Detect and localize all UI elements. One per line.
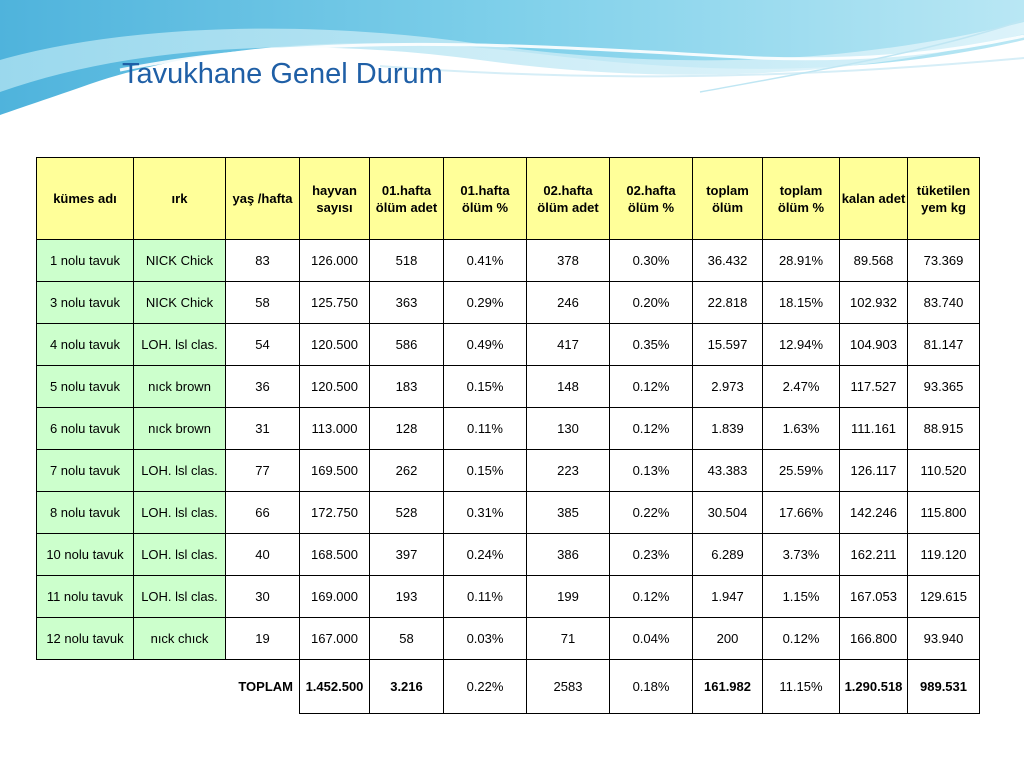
table-cell: 88.915 <box>908 408 980 450</box>
table-row <box>37 240 980 282</box>
table-cell: 110.520 <box>908 450 980 492</box>
coop-name-cell: 8 nolu tavuk <box>37 492 134 534</box>
table-cell: 0.23% <box>610 534 693 576</box>
table-cell: 0.31% <box>444 492 527 534</box>
table-cell: 3.73% <box>763 534 840 576</box>
table-cell: 30.504 <box>693 492 763 534</box>
table-cell: 223 <box>527 450 610 492</box>
table-cell: 15.597 <box>693 324 763 366</box>
breed-cell: nıck brown <box>134 366 226 408</box>
table-cell: 126.000 <box>300 240 370 282</box>
table-cell: 193 <box>370 576 444 618</box>
coop-name-cell: 11 nolu tavuk <box>37 576 134 618</box>
breed-cell: NICK Chick <box>134 240 226 282</box>
total-cell: 989.531 <box>908 660 980 714</box>
table-cell: 111.161 <box>840 408 908 450</box>
total-label: TOPLAM <box>37 660 300 714</box>
table-cell: 43.383 <box>693 450 763 492</box>
table-cell: 25.59% <box>763 450 840 492</box>
table-cell: 19 <box>226 618 300 660</box>
total-cell: 0.18% <box>610 660 693 714</box>
column-header: yaş /hafta <box>226 158 300 240</box>
table-cell: 0.15% <box>444 366 527 408</box>
table-cell: 0.11% <box>444 576 527 618</box>
table-cell: 120.500 <box>300 324 370 366</box>
table-cell: 0.24% <box>444 534 527 576</box>
table-cell: 200 <box>693 618 763 660</box>
table-cell: 125.750 <box>300 282 370 324</box>
table-cell: 167.053 <box>840 576 908 618</box>
column-header: kalan adet <box>840 158 908 240</box>
table-cell: 31 <box>226 408 300 450</box>
coop-name-cell: 3 nolu tavuk <box>37 282 134 324</box>
table-cell: 378 <box>527 240 610 282</box>
table-cell: 169.000 <box>300 576 370 618</box>
table-cell: 169.500 <box>300 450 370 492</box>
table-cell: 77 <box>226 450 300 492</box>
table-cell: 0.04% <box>610 618 693 660</box>
table-cell: 385 <box>527 492 610 534</box>
table-cell: 115.800 <box>908 492 980 534</box>
table-cell: 102.932 <box>840 282 908 324</box>
column-header: 01.hafta ölüm % <box>444 158 527 240</box>
table-cell: 130 <box>527 408 610 450</box>
table-cell: 36.432 <box>693 240 763 282</box>
table-cell: 93.940 <box>908 618 980 660</box>
table-cell: 104.903 <box>840 324 908 366</box>
table-cell: 1.947 <box>693 576 763 618</box>
table-cell: 262 <box>370 450 444 492</box>
table-cell: 386 <box>527 534 610 576</box>
table-row <box>37 618 980 660</box>
table-cell: 83 <box>226 240 300 282</box>
table-row <box>37 366 980 408</box>
breed-cell: nıck brown <box>134 408 226 450</box>
column-header: tüketilen yem kg <box>908 158 980 240</box>
column-header: 02.hafta ölüm % <box>610 158 693 240</box>
table-cell: 166.800 <box>840 618 908 660</box>
table-cell: 0.11% <box>444 408 527 450</box>
column-header: kümes adı <box>37 158 134 240</box>
table-cell: 83.740 <box>908 282 980 324</box>
table-cell: 71 <box>527 618 610 660</box>
breed-cell: LOH. lsl clas. <box>134 534 226 576</box>
column-header: toplam ölüm <box>693 158 763 240</box>
breed-cell: nıck chıck <box>134 618 226 660</box>
table-cell: 0.35% <box>610 324 693 366</box>
table-cell: 36 <box>226 366 300 408</box>
table-cell: 12.94% <box>763 324 840 366</box>
coop-name-cell: 4 nolu tavuk <box>37 324 134 366</box>
table-cell: 0.13% <box>610 450 693 492</box>
table-cell: 93.365 <box>908 366 980 408</box>
slide-title: Tavukhane Genel Durum <box>122 58 443 90</box>
table-cell: 0.12% <box>763 618 840 660</box>
breed-cell: LOH. lsl clas. <box>134 576 226 618</box>
table-cell: 518 <box>370 240 444 282</box>
table-cell: 0.30% <box>610 240 693 282</box>
table-cell: 397 <box>370 534 444 576</box>
breed-cell: LOH. lsl clas. <box>134 492 226 534</box>
coop-name-cell: 1 nolu tavuk <box>37 240 134 282</box>
table-cell: 0.15% <box>444 450 527 492</box>
coop-name-cell: 7 nolu tavuk <box>37 450 134 492</box>
table-cell: 128 <box>370 408 444 450</box>
table-row <box>37 450 980 492</box>
table-cell: 0.41% <box>444 240 527 282</box>
table-cell: 148 <box>527 366 610 408</box>
table-cell: 22.818 <box>693 282 763 324</box>
table-cell: 0.22% <box>610 492 693 534</box>
table-cell: 168.500 <box>300 534 370 576</box>
table-row <box>37 282 980 324</box>
table-row <box>37 576 980 618</box>
table-cell: 586 <box>370 324 444 366</box>
breed-cell: LOH. lsl clas. <box>134 324 226 366</box>
table-cell: 363 <box>370 282 444 324</box>
table-cell: 183 <box>370 366 444 408</box>
table-cell: 117.527 <box>840 366 908 408</box>
table-cell: 528 <box>370 492 444 534</box>
table-cell: 162.211 <box>840 534 908 576</box>
total-cell: 1.290.518 <box>840 660 908 714</box>
total-cell: 11.15% <box>763 660 840 714</box>
table-cell: 0.49% <box>444 324 527 366</box>
table-cell: 0.12% <box>610 576 693 618</box>
table-cell: 0.12% <box>610 366 693 408</box>
table-cell: 246 <box>527 282 610 324</box>
table-cell: 2.47% <box>763 366 840 408</box>
table-row <box>37 534 980 576</box>
table-cell: 417 <box>527 324 610 366</box>
coop-name-cell: 6 nolu tavuk <box>37 408 134 450</box>
table-cell: 30 <box>226 576 300 618</box>
total-row <box>37 660 980 714</box>
column-header: 02.hafta ölüm adet <box>527 158 610 240</box>
column-header: hayvan sayısı <box>300 158 370 240</box>
table-cell: 126.117 <box>840 450 908 492</box>
table-row <box>37 408 980 450</box>
table-cell: 40 <box>226 534 300 576</box>
table-cell: 0.20% <box>610 282 693 324</box>
table-cell: 172.750 <box>300 492 370 534</box>
table-cell: 0.29% <box>444 282 527 324</box>
table-cell: 113.000 <box>300 408 370 450</box>
table-cell: 66 <box>226 492 300 534</box>
table-cell: 0.12% <box>610 408 693 450</box>
table-cell: 18.15% <box>763 282 840 324</box>
total-cell: 3.216 <box>370 660 444 714</box>
table-cell: 129.615 <box>908 576 980 618</box>
coop-name-cell: 12 nolu tavuk <box>37 618 134 660</box>
table-row <box>37 324 980 366</box>
table-cell: 81.147 <box>908 324 980 366</box>
coop-status-table <box>36 157 980 714</box>
column-header: ırk <box>134 158 226 240</box>
table-header <box>37 158 980 240</box>
header-row <box>37 158 980 240</box>
table-cell: 54 <box>226 324 300 366</box>
column-header: 01.hafta ölüm adet <box>370 158 444 240</box>
table-footer <box>37 660 980 714</box>
column-header: toplam ölüm % <box>763 158 840 240</box>
total-cell: 0.22% <box>444 660 527 714</box>
breed-cell: LOH. lsl clas. <box>134 450 226 492</box>
table-cell: 0.03% <box>444 618 527 660</box>
total-cell: 161.982 <box>693 660 763 714</box>
breed-cell: NICK Chick <box>134 282 226 324</box>
coop-name-cell: 10 nolu tavuk <box>37 534 134 576</box>
table-cell: 142.246 <box>840 492 908 534</box>
coop-name-cell: 5 nolu tavuk <box>37 366 134 408</box>
table-cell: 1.839 <box>693 408 763 450</box>
total-cell: 2583 <box>527 660 610 714</box>
table-cell: 28.91% <box>763 240 840 282</box>
total-cell: 1.452.500 <box>300 660 370 714</box>
table-cell: 167.000 <box>300 618 370 660</box>
table-cell: 1.15% <box>763 576 840 618</box>
table-cell: 1.63% <box>763 408 840 450</box>
table-cell: 2.973 <box>693 366 763 408</box>
table-cell: 6.289 <box>693 534 763 576</box>
table-cell: 73.369 <box>908 240 980 282</box>
table-cell: 119.120 <box>908 534 980 576</box>
table-cell: 58 <box>226 282 300 324</box>
table-cell: 17.66% <box>763 492 840 534</box>
table-cell: 58 <box>370 618 444 660</box>
table-cell: 120.500 <box>300 366 370 408</box>
table-cell: 199 <box>527 576 610 618</box>
table-cell: 89.568 <box>840 240 908 282</box>
table-body <box>37 240 980 660</box>
table-row <box>37 492 980 534</box>
